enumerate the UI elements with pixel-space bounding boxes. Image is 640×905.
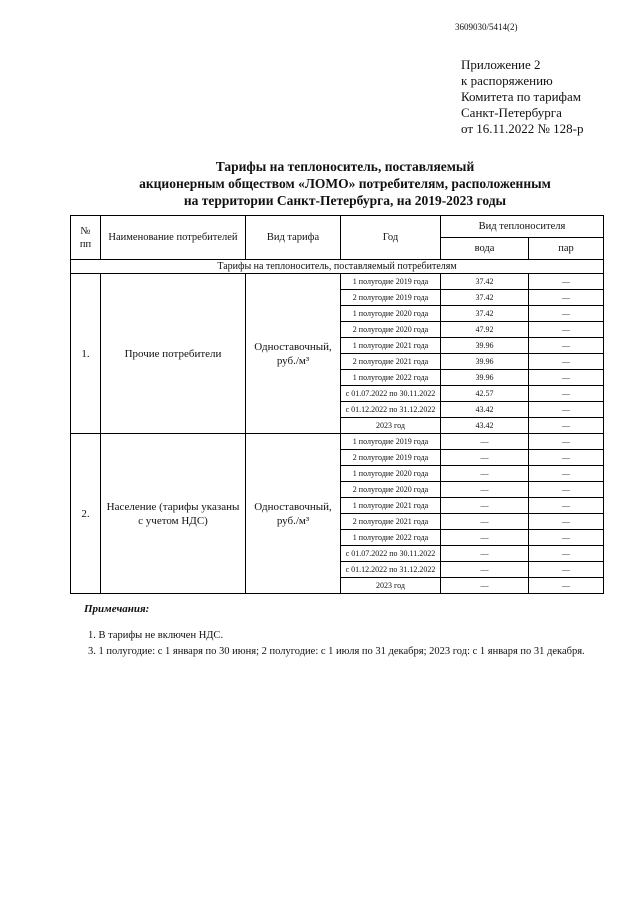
header-coolant: Вид теплоносителя (441, 216, 604, 238)
water-value: — (441, 546, 529, 562)
note-item: 1. В тарифы не включен НДС. (88, 630, 224, 641)
header-year: Год (341, 216, 441, 260)
steam-value: — (529, 418, 604, 434)
period-cell: 1 полугодие 2022 года (341, 370, 441, 386)
water-value: 47.92 (441, 322, 529, 338)
water-value: 39.96 (441, 338, 529, 354)
water-value: 37.42 (441, 290, 529, 306)
period-cell: 2 полугодие 2020 года (341, 322, 441, 338)
appendix-line: Комитета по тарифам (461, 89, 581, 104)
period-cell: 2 полугодие 2020 года (341, 482, 441, 498)
steam-value: — (529, 434, 604, 450)
water-value: 39.96 (441, 354, 529, 370)
steam-value: — (529, 578, 604, 594)
notes-title: Примечания: (84, 603, 150, 615)
water-value: — (441, 514, 529, 530)
period-cell: 2 полугодие 2019 года (341, 290, 441, 306)
water-value: — (441, 482, 529, 498)
document-code: 3609030/5414(2) (455, 22, 518, 32)
consumer-name: Население (тарифы указаны с учетом НДС) (101, 434, 246, 594)
steam-value: — (529, 514, 604, 530)
water-value: — (441, 434, 529, 450)
water-value: 43.42 (441, 402, 529, 418)
table-row (71, 274, 604, 290)
title-line: на территории Санкт-Петербурга, на 2019-2023 годы (183, 193, 507, 208)
header-num (71, 216, 101, 260)
water-value: — (441, 466, 529, 482)
steam-value: — (529, 386, 604, 402)
steam-value: — (529, 306, 604, 322)
steam-value: — (529, 354, 604, 370)
tariff-type: Одноставочный, руб./м³ (246, 274, 341, 434)
table-body (71, 260, 604, 594)
header-tariff-type: Вид тарифа (246, 216, 341, 260)
steam-value: — (529, 290, 604, 306)
water-value: 42.57 (441, 386, 529, 402)
steam-value: — (529, 322, 604, 338)
period-cell: 2023 год (341, 578, 441, 594)
appendix-line: Приложение 2 (461, 57, 541, 72)
steam-value: — (529, 370, 604, 386)
appendix-line: к распоряжению (461, 73, 553, 88)
period-cell: 2 полугодие 2019 года (341, 450, 441, 466)
header-num-label: № (80, 225, 91, 237)
steam-value: — (529, 530, 604, 546)
period-cell: 1 полугодие 2020 года (341, 466, 441, 482)
document-title (60, 158, 630, 209)
period-cell: с 01.12.2022 по 31.12.2022 (341, 402, 441, 418)
water-value: — (441, 498, 529, 514)
note-item: 3. 1 полугодие: с 1 января по 30 июня; 2 полугодие: с 1 июля по 31 декабря; 2023 год: с 1 января по 31 декабря. (88, 646, 585, 657)
water-value: 37.42 (441, 306, 529, 322)
water-value: 43.42 (441, 418, 529, 434)
header-consumer: Наименование потребителей (101, 216, 246, 260)
steam-value: — (529, 402, 604, 418)
water-value: — (441, 530, 529, 546)
period-cell: с 01.07.2022 по 30.11.2022 (341, 546, 441, 562)
steam-value: — (529, 482, 604, 498)
consumer-name: Прочие потребители (101, 274, 246, 434)
steam-value: — (529, 546, 604, 562)
period-cell: 1 полугодие 2020 года (341, 306, 441, 322)
steam-value: — (529, 338, 604, 354)
steam-value: — (529, 466, 604, 482)
header-steam: пар (529, 238, 604, 260)
tariff-table (70, 215, 604, 594)
water-value: — (441, 562, 529, 578)
row-number: 2. (71, 434, 101, 594)
water-value: 37.42 (441, 274, 529, 290)
water-value: 39.96 (441, 370, 529, 386)
appendix-block (461, 57, 584, 137)
water-value: — (441, 450, 529, 466)
period-cell: 2 полугодие 2021 года (341, 514, 441, 530)
title-line: акционерным обществом «ЛОМО» потребителям, расположенным (139, 176, 551, 191)
period-cell: 1 полугодие 2021 года (341, 498, 441, 514)
title-line: Тарифы на теплоноситель, поставляемый (215, 159, 475, 174)
period-cell: 1 полугодие 2021 года (341, 338, 441, 354)
period-cell: 1 полугодие 2019 года (341, 434, 441, 450)
header-num-label-2: пп (79, 238, 92, 250)
water-value: — (441, 578, 529, 594)
period-cell: с 01.07.2022 по 30.11.2022 (341, 386, 441, 402)
steam-value: — (529, 274, 604, 290)
steam-value: — (529, 450, 604, 466)
section-title: Тарифы на теплоноситель, поставляемый потребителям (71, 260, 604, 274)
header-water: вода (441, 238, 529, 260)
appendix-line: Санкт-Петербурга (461, 105, 562, 120)
appendix-line: от 16.11.2022 № 128-р (461, 121, 584, 136)
steam-value: — (529, 562, 604, 578)
steam-value: — (529, 498, 604, 514)
period-cell: 1 полугодие 2019 года (341, 274, 441, 290)
period-cell: 1 полугодие 2022 года (341, 530, 441, 546)
period-cell: 2023 год (341, 418, 441, 434)
tariff-type: Одноставочный, руб./м³ (246, 434, 341, 594)
row-number: 1. (71, 274, 101, 434)
period-cell: с 01.12.2022 по 31.12.2022 (341, 562, 441, 578)
period-cell: 2 полугодие 2021 года (341, 354, 441, 370)
table-row (71, 434, 604, 450)
